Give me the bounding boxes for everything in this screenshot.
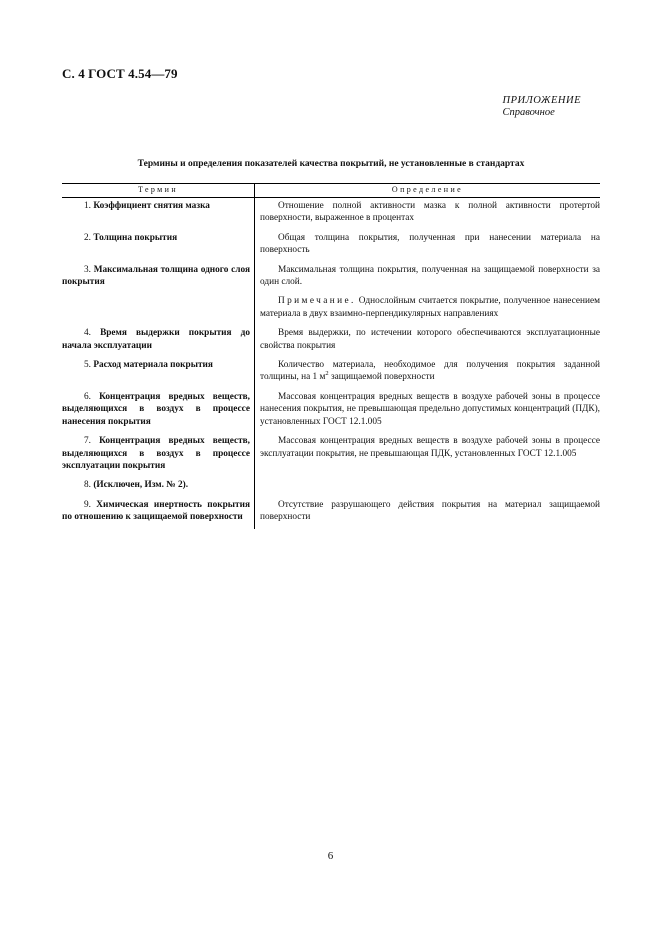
definition-cell: Общая толщина покрытия, полученная при нанесении материала на поверхность: [260, 232, 600, 256]
term-number: 5.: [84, 360, 91, 371]
note-text: Однослойным считается покрытие, полученное нанесением материала в двух взаимно-перпендикулярных направлениях: [260, 296, 600, 319]
terms-table: [62, 183, 600, 529]
appendix-title: ПРИЛОЖЕНИЕ: [502, 95, 581, 106]
table-header-row: [62, 184, 600, 198]
table-row-note: [62, 293, 600, 325]
term-cell: [62, 389, 255, 433]
term-number: 8.: [84, 480, 91, 491]
appendix-subtitle: Справочное: [502, 107, 555, 118]
note-cell: [255, 293, 601, 325]
term-cell-empty: [62, 293, 255, 325]
table-title: Термины и определения показателей качества покрытий, не установленные в стандартах: [137, 159, 525, 169]
term-number: 3.: [84, 264, 91, 275]
definition-cell: [255, 477, 601, 496]
term-text: Время выдержки покрытия до начала эксплуатации: [62, 328, 250, 351]
term-text: Толщина покрытия: [93, 232, 178, 243]
definition-cell: Массовая концентрация вредных веществ в воздухе рабочей зоны в процессе эксплуатации покрытия, не превышающая ПДК, установленных ГОСТ 12.1.005: [260, 436, 600, 459]
term-text: Максимальная толщина одного слоя покрытия: [62, 264, 251, 288]
definition-cell: [255, 357, 601, 389]
definition-cell: Время выдержки, по истечении которого обеспечиваются эксплуатационные свойства покрытия: [260, 328, 600, 351]
definition-cell: Отношение полной активности мазка к полной активности протертой поверхности, выраженное в процентах: [260, 201, 600, 224]
term-cell: [62, 477, 255, 496]
term-cell: [62, 198, 255, 230]
term-number: 6.: [84, 391, 91, 402]
term-text: Расход материала покрытия: [93, 360, 213, 371]
column-header-term: Термин: [62, 184, 255, 198]
table-row: [62, 477, 600, 496]
table-row: [62, 357, 600, 389]
term-cell: [62, 433, 255, 477]
term-number: 2.: [84, 232, 91, 243]
term-cell: [62, 357, 255, 389]
definition-cell: Массовая концентрация вредных веществ в воздухе рабочей зоны в процессе нанесения покрытия, не превышающая предельно допустимых концентраций (ПДК), установленных ГОСТ 12.1.005: [260, 391, 600, 427]
appendix-label: [503, 95, 582, 119]
document-header: С. 4 ГОСТ 4.54—79: [62, 66, 178, 81]
definition-cell: Максимальная толщина покрытия, полученная на защищаемой поверхности за один слой.: [260, 264, 600, 288]
column-header-definition: Определение: [255, 184, 601, 198]
table-row: [62, 325, 600, 357]
term-text: Концентрация вредных веществ, выделяющихся в воздух в процессе нанесения покрытия: [62, 391, 251, 427]
term-cell: [62, 230, 255, 262]
term-number: 1.: [84, 201, 91, 211]
definition-text-tail: защищаемой поверхности: [328, 372, 435, 383]
term-text: (Исключен, Изм. № 2).: [93, 480, 189, 491]
term-number: 9.: [84, 499, 91, 510]
table-row: [62, 433, 600, 477]
table-row: [62, 389, 600, 433]
table-row: [62, 230, 600, 262]
term-text: Химическая инертность покрытия по отношению к защищаемой поверхности: [62, 499, 250, 523]
term-cell: [62, 497, 255, 529]
definition-cell: Отсутствие разрушающего действия покрытия на материал защищаемой поверхности: [260, 499, 600, 523]
page-number: 6: [327, 850, 334, 862]
superscript: 2: [325, 370, 329, 378]
table-row: [62, 262, 600, 294]
table-row: [62, 198, 600, 230]
term-number: 4.: [84, 328, 91, 339]
term-cell: [62, 325, 255, 357]
definition-text: Количество материала, необходимое для получения покрытия заданной толщины, на 1 м: [260, 360, 600, 383]
term-text: Концентрация вредных веществ, выделяющихся в воздух в процессе эксплуатации покрытия: [62, 436, 251, 471]
term-number: 7.: [84, 436, 91, 447]
table-row: [62, 497, 600, 529]
term-cell: [62, 262, 255, 294]
term-text: Коэффициент снятия мазка: [93, 201, 210, 211]
note-label: Примечание.: [278, 296, 356, 307]
